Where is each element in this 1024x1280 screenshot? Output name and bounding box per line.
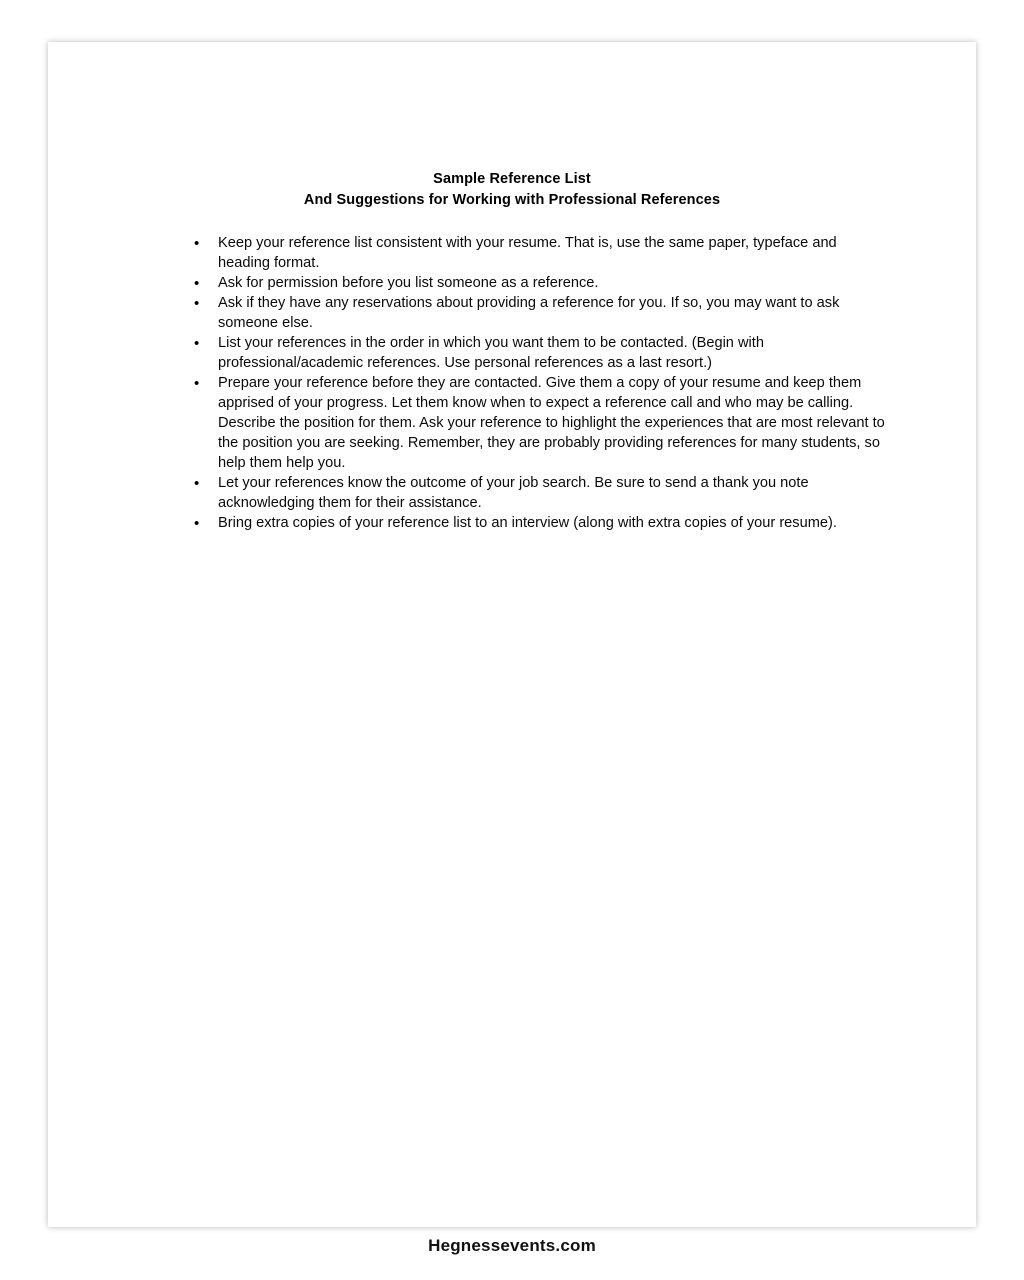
list-item-text: Prepare your reference before they are contacted. Give them a copy of your resume and keep them apprised of your progress. Let them know when to expect a reference call and who may be calling. Describe the position for them. Ask your reference to highlight the experiences that are most relevant to the position you are seeking. Remember, they are probably providing references for many students, so help them help you. (218, 375, 885, 472)
bullet-icon: • (194, 335, 200, 353)
list-item-text: Ask if they have any reservations about providing a reference for you. If so, you may want to ask someone else. (218, 295, 840, 332)
bullet-icon: • (194, 375, 200, 393)
list-item (186, 274, 886, 294)
list-item (186, 294, 886, 334)
page-title (48, 170, 976, 210)
title-line-1: Sample Reference List (433, 171, 591, 187)
list-item-text: Keep your reference list consistent with your resume. That is, use the same paper, typeface and heading format. (218, 235, 837, 272)
bullet-icon: • (194, 475, 200, 493)
title-line-2: And Suggestions for Working with Professional References (303, 192, 721, 209)
document-content (48, 42, 976, 534)
suggestions-list (186, 234, 886, 534)
list-item (186, 234, 886, 274)
list-item (186, 474, 886, 514)
list-item (186, 334, 886, 374)
document-page (48, 42, 976, 1227)
list-item-text: Bring extra copies of your reference list to an interview (along with extra copies of your resume). (218, 515, 837, 532)
bullet-icon: • (194, 275, 200, 293)
list-item (186, 374, 886, 474)
list-item-text: List your references in the order in which you want them to be contacted. (Begin with professional/academic references. Use personal references as a last resort.) (218, 335, 764, 372)
list-item-text: Let your references know the outcome of your job search. Be sure to send a thank you note acknowledging them for their assistance. (218, 475, 809, 512)
list-item (186, 514, 886, 534)
footer-watermark: Hegnessevents.com (428, 1236, 596, 1255)
bullet-icon: • (194, 515, 200, 533)
bullet-icon: • (194, 235, 200, 253)
list-item-text: Ask for permission before you list someone as a reference. (218, 275, 599, 292)
bullet-icon: • (194, 295, 200, 313)
